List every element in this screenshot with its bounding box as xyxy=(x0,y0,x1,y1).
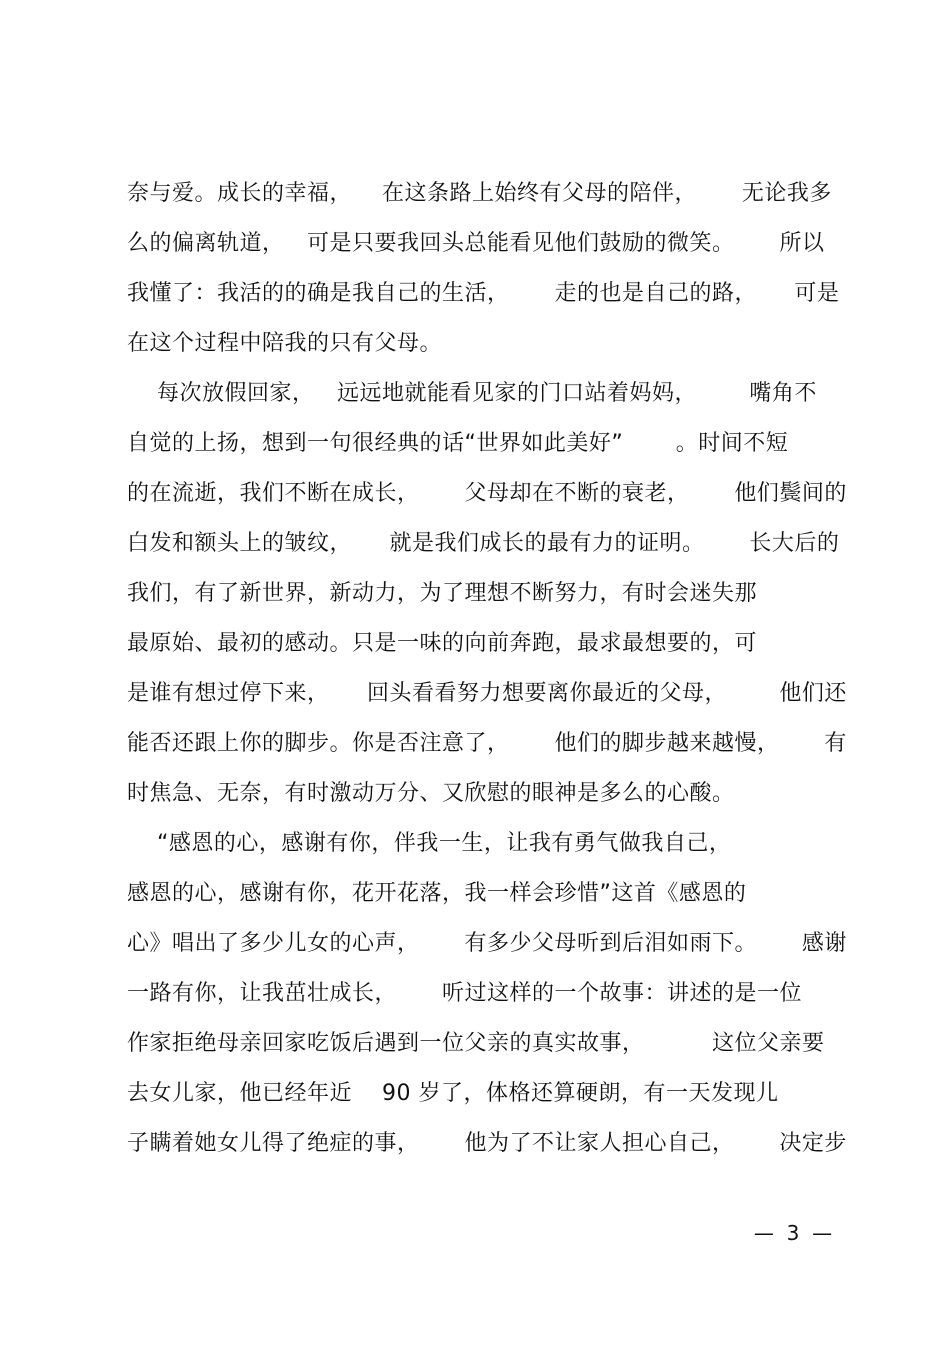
text-line: 一路有你，让我茁壮成长， 听过这样的一个故事：讲述的是一位 xyxy=(127,981,802,1006)
text-line: 去女儿家，他已经年近 90 岁了，体格还算硬朗，有一天发现儿 xyxy=(127,1081,779,1106)
text-line: 能否还跟上你的脚步。你是否注意了， 他们的脚步越来越慢， 有 xyxy=(127,731,847,756)
text-line: 在这个过程中陪我的只有父母。 xyxy=(127,331,443,356)
text-line: 每次放假回家， 远远地就能看见家的门口站着妈妈， 嘴角不 xyxy=(127,381,817,406)
text-line: 自觉的上扬，想到一句很经典的话“世界如此美好” 。时间不短 xyxy=(127,431,789,456)
text-line: 最原始、最初的感动。只是一味的向前奔跑，最求最想要的，可 xyxy=(127,631,758,656)
text-line: 我懂了：我活的的确是我自己的生活， 走的也是自己的路， 可是 xyxy=(127,281,840,306)
text-line: 奈与爱。成长的幸福， 在这条路上始终有父母的陪伴， 无论我多 xyxy=(127,181,832,206)
text-line: 感恩的心，感谢有你，花开花落，我一样会珍惜”这首《感恩的 xyxy=(127,881,747,906)
text-line: 的在流逝，我们不断在成长， 父母却在不断的衰老， 他们鬓间的 xyxy=(127,481,847,506)
text-line: 么的偏离轨道， 可是只要我回头总能看见他们鼓励的微笑。 所以 xyxy=(127,231,825,256)
text-line: 作家拒绝母亲回家吃饭后遇到一位父亲的真实故事， 这位父亲要 xyxy=(127,1031,825,1056)
text-line: 白发和额头上的皱纹， 就是我们成长的最有力的证明。 长大后的 xyxy=(127,531,840,556)
text-line: 是谁有想过停下来， 回头看看努力想要离你最近的父母， 他们还 xyxy=(127,681,847,706)
text-line: 我们，有了新世界，新动力，为了理想不断努力，有时会迷失那 xyxy=(127,581,758,606)
text-line: 时焦急、无奈，有时激动万分、又欣慰的眼神是多么的心酸。 xyxy=(127,781,735,806)
page-number: — 3 — xyxy=(753,1221,833,1245)
text-line: 子瞒着她女儿得了绝症的事， 他为了不让家人担心自己， 决定步 xyxy=(127,1131,847,1156)
text-line: 心》唱出了多少儿女的心声， 有多少父母听到后泪如雨下。 感谢 xyxy=(127,931,847,956)
text-line: “感恩的心，感谢有你，伴我一生，让我有勇气做我自己， xyxy=(127,831,732,856)
